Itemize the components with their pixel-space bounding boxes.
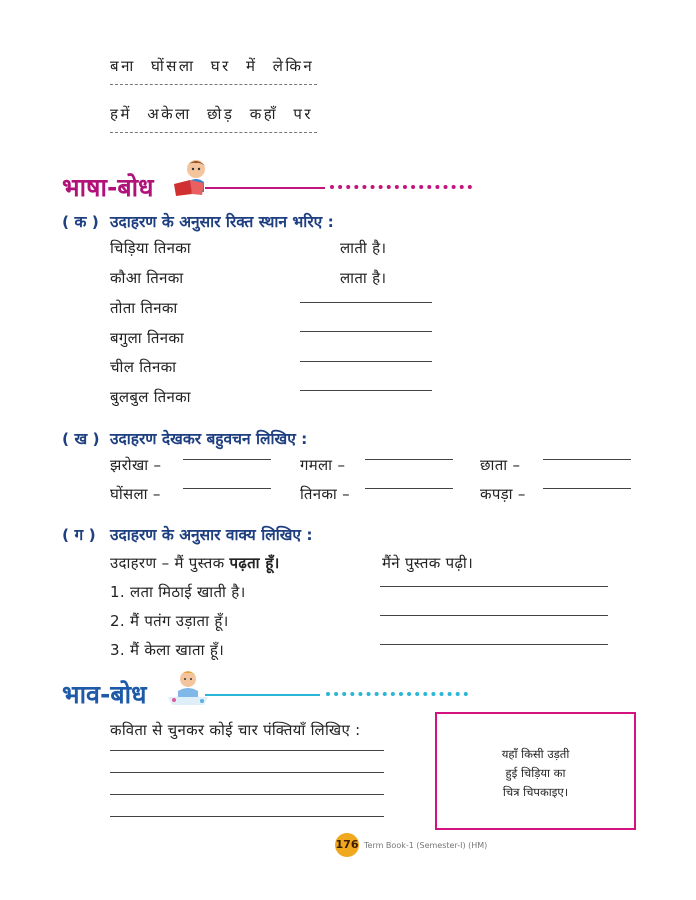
paste-picture-box	[435, 712, 636, 830]
bhav-bodh-heading: भाव-बोध	[62, 680, 147, 709]
writing-child-icon	[166, 667, 210, 707]
book-title: Term Book-1 (Semester-I) (HM)	[364, 841, 488, 850]
ka-row-left: तोता तिनका	[110, 299, 178, 317]
section-ga-label: ( ग )	[62, 526, 96, 544]
ka-row-left: बुलबुल तिनका	[110, 388, 191, 406]
page-number: 176	[335, 833, 359, 857]
writing-line[interactable]	[110, 750, 384, 751]
answer-blank[interactable]	[300, 331, 432, 332]
answer-blank[interactable]	[380, 586, 608, 587]
ka-row-left: बगुला तिनका	[110, 329, 185, 347]
kha-word: कपड़ा –	[480, 485, 526, 503]
ka-row-left: कौआ तिनका	[110, 269, 184, 287]
box-line: हुई चिड़िया का	[505, 766, 566, 780]
kha-word: घोंसला –	[110, 485, 161, 503]
ga-item: 3. मैं केला खाता हूँ।	[110, 641, 225, 659]
ga-example-answer: मैंने पुस्तक पढ़ी।	[382, 554, 474, 572]
heading1-dots	[330, 185, 472, 189]
writing-line[interactable]	[110, 794, 384, 795]
answer-blank[interactable]	[543, 459, 631, 460]
ga-item: 1. लता मिठाई खाती है।	[110, 583, 246, 601]
bhav-instruction	[110, 720, 360, 740]
heading2-rule	[205, 694, 320, 696]
paste-picture-instruction	[437, 714, 634, 802]
writing-line[interactable]	[110, 772, 384, 773]
section-kha-label: ( ख )	[62, 430, 100, 448]
reading-child-icon	[170, 156, 212, 198]
answer-blank[interactable]	[183, 488, 271, 489]
ga-item: 2. मैं पतंग उड़ाता हूँ।	[110, 612, 229, 630]
writing-line[interactable]	[110, 816, 384, 817]
ga-example-prefix: उदाहरण – मैं पुस्तक	[110, 554, 225, 572]
kha-word: छाता –	[480, 456, 521, 474]
box-line: चित्र चिपकाइए।	[502, 785, 569, 799]
answer-blank[interactable]	[300, 361, 432, 362]
kha-word: झरोखा –	[110, 456, 162, 474]
section-ga-title: उदाहरण के अनुसार वाक्य लिखिए :	[110, 526, 313, 544]
answer-blank[interactable]	[300, 390, 432, 391]
box-line: यहाँ किसी उड़ती	[501, 747, 570, 761]
section-ka-label: ( क )	[62, 213, 99, 231]
heading1-rule	[205, 187, 325, 189]
answer-blank[interactable]	[365, 459, 453, 460]
answer-blank[interactable]	[380, 615, 608, 616]
answer-blank[interactable]	[365, 488, 453, 489]
section-kha-title: उदाहरण देखकर बहुवचन लिखिए :	[110, 430, 308, 448]
poem-line-2: हमें अकेला छोड़ कहाँ पर	[110, 105, 313, 123]
section-ka-title: उदाहरण के अनुसार रिक्त स्थान भरिए :	[110, 213, 334, 231]
poem-line-1: बना घोंसला घर में लेकिन	[110, 57, 315, 75]
ka-row-right: लाता है।	[340, 269, 387, 287]
ga-example-bold: पढ़ता हूँ।	[229, 554, 280, 572]
poem-blank-1	[110, 84, 317, 85]
answer-blank[interactable]	[300, 302, 432, 303]
bhav-instruction-text: कविता से चुनकर कोई चार पंक्तियाँ लिखिए :	[110, 721, 361, 739]
answer-blank[interactable]	[183, 459, 271, 460]
ga-example	[110, 553, 280, 573]
kha-word: तिनका –	[300, 485, 350, 503]
heading2-dots	[326, 692, 468, 696]
bhasha-bodh-heading: भाषा-बोध	[62, 173, 154, 202]
ka-row-left: चिड़िया तिनका	[110, 239, 191, 257]
kha-word: गमला –	[300, 456, 346, 474]
ka-row-left: चील तिनका	[110, 358, 177, 376]
answer-blank[interactable]	[543, 488, 631, 489]
poem-blank-2	[110, 132, 317, 133]
ka-row-right: लाती है।	[340, 239, 387, 257]
answer-blank[interactable]	[380, 644, 608, 645]
